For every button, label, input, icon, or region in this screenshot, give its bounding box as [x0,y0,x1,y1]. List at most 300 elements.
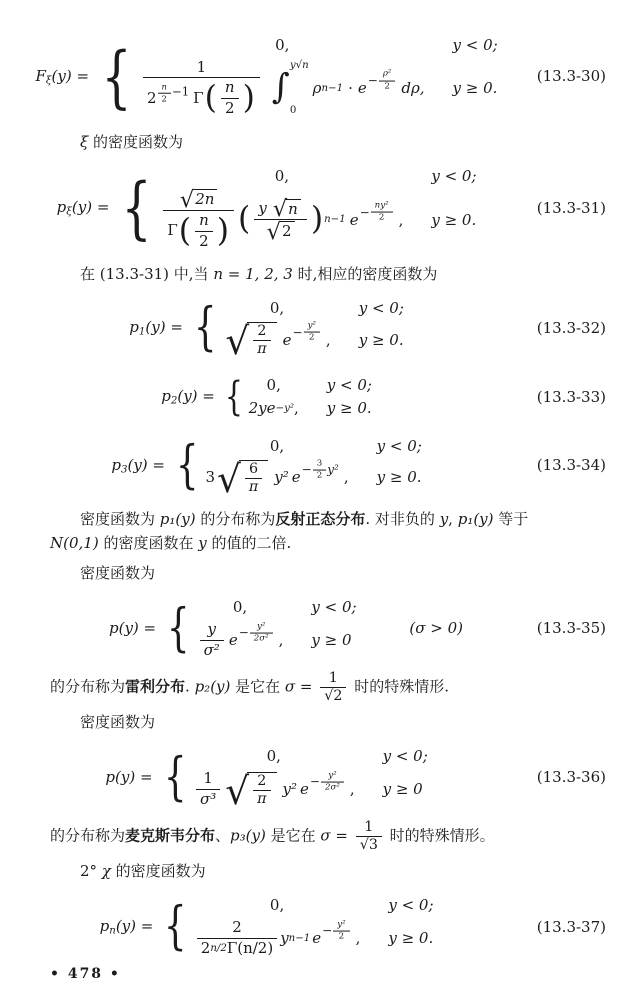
p3-math: p₃(y) [230,826,266,845]
right-paren: ) [216,212,230,249]
sigma-constraint: (σ > 0) [409,619,463,638]
equation-number: (13.3-37) [536,917,606,936]
radicand [247,772,276,807]
y-variable: y [280,929,289,948]
power-base: 2 [200,938,211,957]
zero-branch: 0, [269,896,285,915]
case-row [197,597,396,617]
denominator: σ³ [199,789,217,808]
numerator: n [195,212,213,232]
multiplication-dot: · [348,79,353,98]
power-exponent [157,83,190,104]
function-subscript: 3 [121,464,128,476]
distribution-name-bold: 麦克斯韦分布 [125,826,216,845]
minus-sign: − [359,205,370,220]
case-row [160,186,515,250]
case-brace: { [193,298,217,358]
text-run: 的值的二倍. [206,533,292,552]
e-exponent [368,70,397,91]
equation-13-3-30 [35,35,606,118]
text-run: , [448,509,458,528]
case-condition: y < 0; [388,896,434,915]
integral-sign: ∫ [271,67,290,108]
case-row [223,319,442,364]
comma: , [349,780,355,799]
numerator: 1 [320,671,346,688]
minus-sign: − [309,774,320,789]
denominator: σ² [203,640,220,659]
fraction [379,70,396,91]
denominator: 2 [316,470,323,481]
case-brace: { [163,747,187,807]
minus-sign: − [322,923,333,938]
inline-fraction [320,671,346,704]
case-condition: y < 0; [431,166,477,185]
function-symbol: p [161,386,171,405]
equation-body [100,896,473,958]
case-brace: { [101,36,132,116]
e-symbol: e [291,468,301,487]
case-row [194,919,473,957]
zero-branch: 0, [274,166,289,185]
denominator: 2σ² [324,782,340,793]
case-row [205,456,460,501]
function-args: (y) = [51,66,90,85]
numerator: 1 [356,820,382,837]
case-condition: y < 0; [382,747,428,766]
equation-body [35,35,536,118]
denominator: 2σ² [253,633,269,644]
fraction [245,462,262,495]
fraction [200,621,224,659]
case-row [223,299,442,319]
p1-math: p₁(y) [457,509,494,528]
y-variable: y [258,198,267,217]
equation-lhs [100,917,154,937]
lower-limit: 0 [289,105,297,117]
case-brace: { [164,896,187,956]
case-expression [160,186,404,250]
equation-number: (13.3-35) [536,619,606,638]
denominator: π [257,790,267,807]
case-row [140,35,537,55]
case-row [140,59,537,118]
exponent-tail: −1 [171,85,190,100]
text-run: 是它在 [230,677,285,696]
equation-13-3-33 [50,372,606,421]
case-rows [197,597,396,659]
zero-branch: 0, [266,747,281,766]
denominator: 2 [161,93,167,104]
fraction [333,920,349,941]
e-symbol: e [312,929,322,948]
page-number: • 478 • [50,966,121,983]
case-expression [140,59,425,118]
radical-sign: √ [225,319,250,364]
function-subscript: ξ [45,75,52,87]
radicand: 2 [279,221,295,241]
paragraph-rayleigh [50,671,606,704]
power-exponent: n−1 [324,214,346,226]
comma: , [325,330,331,349]
function-args: (y) = [71,198,110,217]
e-symbol: e [282,330,292,349]
left-paren: ( [238,201,251,238]
text-run: 的分布称为 [50,677,126,696]
case-expression [249,376,299,394]
e-exponent [310,771,345,792]
equation-lhs [129,318,183,338]
zero-branch: 0, [266,375,281,394]
text-run: 的分布称为 [195,509,276,528]
numerator: n [221,79,239,99]
left-paren: ( [178,212,192,249]
function-symbol: p [99,916,110,935]
equation-body [109,597,463,659]
case-condition: y < 0; [358,299,404,318]
radical-sign: √ [266,218,281,245]
sigma-math: σ = [320,826,353,845]
case-condition: y ≥ 0. [452,79,498,98]
function-symbol: p [129,318,139,337]
case-condition: y ≥ 0. [376,468,422,487]
e-exponent [302,459,339,480]
function-args: (y) = [118,619,157,638]
numerator: ρ² [379,70,396,81]
denominator [197,939,277,958]
denominator [143,78,260,117]
function-subscript: ξ [66,206,72,218]
fraction [158,83,171,104]
case-expression [223,299,330,317]
text-run: 的密度函数为 [110,862,206,881]
case-brace: { [175,435,199,495]
case-expression [140,36,425,54]
e-symbol: e [357,79,367,98]
y-squared: y² [274,468,289,487]
case-row [194,896,473,916]
equation-13-3-31 [50,166,606,251]
equation-13-3-35 [50,597,606,659]
e-exponent [239,622,274,643]
upper-limit: y√n [289,60,309,72]
case-expression [194,896,361,914]
text-run: 时的特殊情形. [349,677,449,696]
case-expression [197,621,284,659]
equation-13-3-32 [50,298,606,364]
radical [217,456,268,501]
radical-sign: √ [225,768,250,813]
case-expression [193,768,355,813]
equation-body [129,298,442,364]
function-symbol: p [108,619,119,638]
case-condition: y < 0; [376,436,422,455]
comma: , [278,631,284,650]
zero-branch: 0, [275,35,290,54]
normal-N01-math: N(0,1) [50,533,99,552]
numerator: n [158,83,171,94]
denominator: π [248,478,259,495]
case-rows [193,747,467,813]
denominator: √2 [324,688,343,705]
minus-sign: − [367,73,378,88]
case-expression [223,319,331,364]
numerator: 2 [253,774,270,791]
rho-variable: ρ [312,79,322,98]
case-expression [205,456,349,501]
distribution-name-bold: 反射正态分布 [275,509,366,528]
radicand [239,460,268,495]
case-condition: y ≥ 0. [431,210,477,229]
paragraph-n123-intro [50,262,606,286]
integral [271,60,309,117]
case-condition: y ≥ 0 [382,780,423,799]
denominator: √3 [359,837,378,854]
minus-sign: − [292,325,303,340]
equation-number: (13.3-34) [536,456,606,475]
e-exponent [322,920,350,941]
case-rows [223,299,442,364]
equation-number: (13.3-31) [536,199,606,218]
power-base: 2 [146,88,157,107]
gamma-symbol: Γ [193,88,204,107]
function-subscript: n [109,925,116,937]
text-run: 时的特殊情形。 [384,826,495,845]
equation-body [111,435,460,501]
numerator: 6 [245,462,262,479]
function-args: (y) = [177,386,215,405]
fraction [254,195,307,245]
equation-lhs [161,387,215,407]
denominator: 2 [199,231,209,250]
case-brace: { [166,598,190,658]
item-marker: 2° [80,862,98,881]
e-symbol: e [349,210,359,229]
integral-limits [289,60,309,117]
e-symbol: e [228,631,238,650]
power-exponent: n/2 [210,942,227,954]
denominator: π [257,341,267,358]
inline-fraction [356,820,382,853]
fraction [195,212,213,250]
numerator: 1 [143,59,260,79]
paragraph-density-intro [50,561,606,585]
function-symbol: F [35,66,46,85]
fraction [313,459,327,480]
function-args: (y) = [115,768,153,787]
case-condition: y ≥ 0. [326,399,372,418]
function-subscript: 1 [138,326,146,338]
case-row [197,621,396,659]
radical-sign: √ [272,195,288,222]
numerator [163,186,234,213]
radicand [247,322,276,357]
comma: , [293,399,299,418]
case-expression [194,919,361,957]
fraction [250,622,273,643]
radical [266,218,295,245]
fraction [196,770,220,808]
numerator: 2 [197,919,277,939]
case-expression [193,747,355,765]
coefficient: 2y [248,399,267,418]
fraction [371,202,393,223]
denominator: 2 [224,98,235,117]
numerator: y² [321,771,344,782]
paragraph-chi-density-intro [50,859,606,883]
minus-sign: − [301,462,312,477]
exponent-tail: y² [327,462,339,477]
function-args: (y) = [127,455,165,474]
right-paren: ) [242,79,255,116]
fraction [221,79,239,117]
y-exponent: n−1 [288,932,311,944]
fraction [253,774,270,807]
equation-number: (13.3-33) [536,387,606,406]
gamma-term: Γ(n/2) [226,938,274,957]
e-exponent: −y² [275,402,294,414]
fraction [321,771,344,792]
comma: , [355,929,361,948]
numerator: y² [304,322,320,333]
case-brace: { [224,372,243,421]
case-rows [160,166,515,251]
radicand: 2n [192,189,217,209]
paragraph-density-intro [50,710,606,734]
n-values-math: n = 1, 2, 3 [213,265,293,284]
case-rows [249,375,411,418]
e-exponent [360,202,394,223]
zero-branch: 0, [269,436,285,455]
text-run: 密度函数为 [80,564,156,583]
case-rows [205,436,460,501]
case-expression [160,167,403,185]
denominator [254,218,307,245]
text-run: 等于 [493,509,529,528]
paragraph-xi-density-intro [50,130,606,154]
case-condition: y ≥ 0 [311,631,352,650]
text-run: 密度函数为 [80,713,156,732]
right-paren: ) [310,201,324,238]
rho-exponent: n−1 [321,82,344,94]
radical [225,768,276,813]
numerator: 2 [253,324,270,341]
function-args: (y) = [145,318,183,337]
fraction [304,322,320,343]
denominator: 2 [384,81,390,92]
xi-symbol: ξ [80,132,89,151]
equation-13-3-37 [50,896,606,958]
zero-branch: 0, [269,299,285,318]
text-run: 在 (13.3-31) 中,当 [80,265,214,284]
function-symbol: p [111,455,121,474]
e-symbol: e [266,399,276,418]
case-condition: y < 0; [311,598,357,617]
comma: , [343,468,349,487]
numerator: ny² [371,202,393,213]
numerator: 1 [196,770,220,790]
function-symbol: p [56,198,67,217]
radical [225,319,276,364]
text-run: . [185,677,195,696]
text-run: 的分布称为 [50,826,126,845]
chi-symbol: χ [97,862,111,881]
case-row [160,166,515,186]
minus-sign: − [238,625,249,640]
denominator: 2 [309,332,315,343]
denominator [163,211,234,250]
case-rows [140,35,537,118]
differential: dρ, [401,79,425,98]
text-run: 、 [215,826,231,845]
equation-lhs [111,456,165,476]
denominator: 2 [378,212,385,223]
case-row [193,747,467,767]
text-run: . 对非负的 [365,509,440,528]
case-row [249,399,411,419]
equation-lhs [57,198,110,218]
e-symbol: e [300,780,309,799]
equation-number: (13.3-36) [536,768,606,787]
radicand: n [285,199,301,219]
text-run: 是它在 [265,826,321,845]
text-run: 时,相应的密度函数为 [292,265,438,284]
equation-lhs [35,67,89,87]
equation-lhs [109,619,156,637]
p1-math: p₁(y) [159,509,196,528]
equation-13-3-36 [50,747,606,813]
case-row [193,768,467,813]
numerator: y² [333,920,349,931]
case-condition: y ≥ 0. [358,330,404,349]
case-expression [249,399,299,417]
p2-math: p₂(y) [194,677,231,696]
denominator: 2 [338,931,345,942]
paragraph-reflected-normal [50,507,606,556]
text-run: 的密度函数为 [88,132,184,151]
numerator: y [200,621,224,641]
radical-sign: √ [179,186,195,213]
left-paren: ( [204,79,217,116]
numerator: 3 [313,459,327,470]
text-run: 的密度函数在 [98,533,199,552]
radical [179,186,218,213]
equation-body [161,372,410,421]
fraction [253,324,270,357]
equation-number: (13.3-30) [536,67,606,86]
radical [272,195,301,222]
case-expression [197,598,284,616]
sigma-math: σ = [284,677,318,696]
case-row [205,436,460,456]
numerator [254,195,307,222]
function-args: (y) = [115,916,154,935]
equation-lhs [105,768,152,786]
case-condition: y < 0; [452,35,498,54]
y-math: y [439,509,449,528]
case-row [249,375,411,395]
equation-13-3-34 [50,435,606,501]
y-math: y [198,533,207,552]
paragraph-maxwell [50,820,606,853]
equation-number: (13.3-32) [536,318,606,337]
y-squared: y² [282,780,298,799]
numerator: y² [250,622,273,633]
case-expression [205,437,348,455]
distribution-name-bold: 雷利分布 [125,677,186,696]
fraction [163,186,234,250]
case-condition: y < 0; [326,375,372,394]
